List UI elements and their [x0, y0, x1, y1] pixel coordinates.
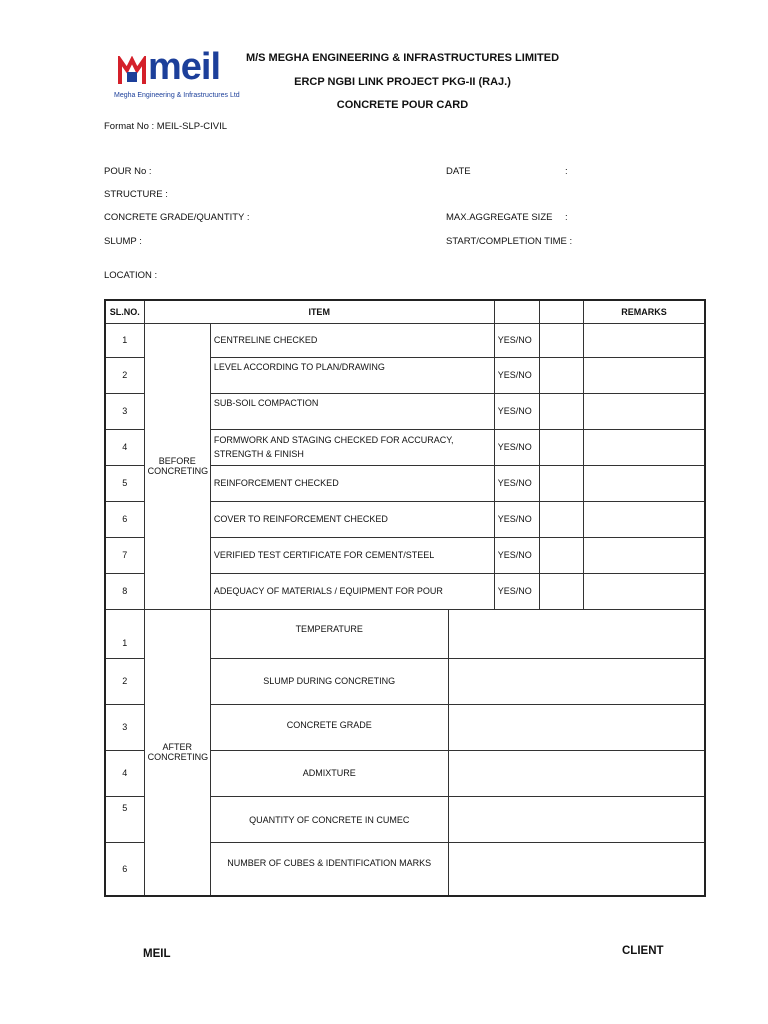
- row-number: 2: [105, 357, 144, 393]
- row-item: VERIFIED TEST CERTIFICATE FOR CEMENT/STEEL: [210, 537, 494, 573]
- row-status: YES/NO: [494, 323, 539, 357]
- row-number: 4: [105, 750, 144, 796]
- row-remarks-cell[interactable]: [584, 323, 705, 357]
- row-number: 5: [105, 465, 144, 501]
- row-value-cell[interactable]: [448, 796, 705, 842]
- row-item: FORMWORK AND STAGING CHECKED FOR ACCURACY, STRENGTH & FINISH: [210, 429, 494, 465]
- table-row: [105, 609, 705, 658]
- row-check-cell[interactable]: [539, 573, 583, 609]
- format-number: Format No : MEIL-SLP-CIVIL: [104, 121, 228, 132]
- row-remarks-cell[interactable]: [584, 429, 705, 465]
- date-label: DATE: [446, 166, 471, 177]
- row-check-cell[interactable]: [539, 393, 583, 429]
- row-remarks-cell[interactable]: [584, 573, 705, 609]
- pour-checklist-table: [104, 299, 706, 897]
- row-item: CENTRELINE CHECKED: [210, 323, 494, 357]
- header-slno: SL.NO.: [105, 300, 144, 323]
- row-number: 6: [105, 842, 144, 896]
- max-aggregate-label: MAX.AGGREGATE SIZE: [446, 212, 553, 223]
- row-item: NUMBER OF CUBES & IDENTIFICATION MARKS: [210, 842, 448, 896]
- row-check-cell[interactable]: [539, 537, 583, 573]
- row-value-cell[interactable]: [448, 704, 705, 750]
- meil-logo-mark-icon: [118, 56, 146, 86]
- header-remarks: REMARKS: [584, 300, 705, 323]
- row-number: 6: [105, 501, 144, 537]
- pour-no-label: POUR No :: [104, 166, 152, 177]
- row-status: YES/NO: [494, 357, 539, 393]
- row-item: TEMPERATURE: [210, 609, 448, 658]
- before-concreting-label: BEFORE CONCRETING: [144, 323, 210, 609]
- row-item: ADEQUACY OF MATERIALS / EQUIPMENT FOR POUR: [210, 573, 494, 609]
- row-check-cell[interactable]: [539, 465, 583, 501]
- project-name: ERCP NGBI LINK PROJECT PKG-II (RAJ.): [294, 76, 511, 88]
- row-value-cell[interactable]: [448, 658, 705, 704]
- row-item: QUANTITY OF CONCRETE IN CUMEC: [210, 796, 448, 842]
- row-number: 5: [105, 796, 144, 842]
- row-number: 7: [105, 537, 144, 573]
- date-colon: :: [565, 166, 568, 177]
- row-remarks-cell[interactable]: [584, 357, 705, 393]
- row-check-cell[interactable]: [539, 357, 583, 393]
- max-aggregate-colon: :: [565, 212, 568, 223]
- row-number: 1: [105, 323, 144, 357]
- page-title: CONCRETE POUR CARD: [336, 99, 469, 111]
- slump-label: SLUMP :: [104, 236, 142, 247]
- row-value-cell[interactable]: [448, 750, 705, 796]
- row-item: REINFORCEMENT CHECKED: [210, 465, 494, 501]
- row-status: YES/NO: [494, 573, 539, 609]
- row-value-cell[interactable]: [448, 609, 705, 658]
- row-item: SLUMP DURING CONCRETING: [210, 658, 448, 704]
- row-value-cell[interactable]: [448, 842, 705, 896]
- row-remarks-cell[interactable]: [584, 465, 705, 501]
- structure-label: STRUCTURE :: [104, 189, 168, 200]
- row-number: 3: [105, 393, 144, 429]
- header-item: ITEM: [144, 300, 494, 323]
- company-name: M/S MEGHA ENGINEERING & INFRASTRUCTURES LIMITED: [245, 52, 560, 64]
- grade-quantity-label: CONCRETE GRADE/QUANTITY :: [104, 212, 250, 223]
- row-remarks-cell[interactable]: [584, 537, 705, 573]
- company-logo: [114, 46, 240, 104]
- row-status: YES/NO: [494, 465, 539, 501]
- after-concreting-label: AFTER CONCRETING: [144, 609, 210, 896]
- row-remarks-cell[interactable]: [584, 501, 705, 537]
- location-label: LOCATION :: [104, 270, 158, 281]
- header-blank-1: [494, 300, 539, 323]
- row-check-cell[interactable]: [539, 323, 583, 357]
- table-row: [105, 323, 705, 357]
- row-number: 2: [105, 658, 144, 704]
- row-status: YES/NO: [494, 501, 539, 537]
- table-header-row: [105, 300, 705, 323]
- row-number: 3: [105, 704, 144, 750]
- row-number: 8: [105, 573, 144, 609]
- start-completion-label: START/COMPLETION TIME :: [446, 236, 573, 247]
- row-item: ADMIXTURE: [210, 750, 448, 796]
- header-blank-2: [539, 300, 583, 323]
- row-status: YES/NO: [494, 537, 539, 573]
- row-status: YES/NO: [494, 429, 539, 465]
- row-item: LEVEL ACCORDING TO PLAN/DRAWING: [210, 357, 494, 393]
- client-signature-label: CLIENT: [622, 945, 664, 957]
- row-number: 1: [105, 609, 144, 658]
- logo-brand-text: meil: [148, 46, 221, 88]
- row-status: YES/NO: [494, 393, 539, 429]
- row-remarks-cell[interactable]: [584, 393, 705, 429]
- meil-signature-label: MEIL: [143, 948, 171, 960]
- row-item: COVER TO REINFORCEMENT CHECKED: [210, 501, 494, 537]
- row-item: SUB-SOIL COMPACTION: [210, 393, 494, 429]
- row-number: 4: [105, 429, 144, 465]
- row-check-cell[interactable]: [539, 429, 583, 465]
- row-item: CONCRETE GRADE: [210, 704, 448, 750]
- row-check-cell[interactable]: [539, 501, 583, 537]
- logo-tagline: Megha Engineering & Infrastructures Ltd: [114, 92, 240, 99]
